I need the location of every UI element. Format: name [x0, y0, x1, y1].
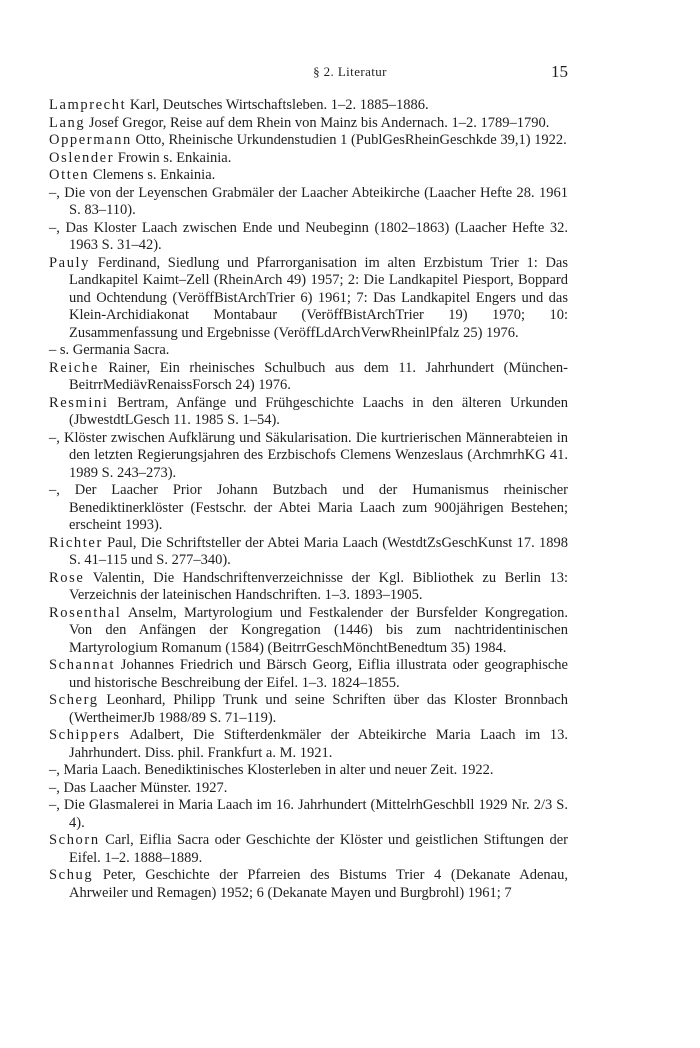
bibliography-entry — [49, 482, 568, 535]
entry-text: –, Das Kloster Laach zwischen Ende und Neubeginn (1802–1863) (Laacher Hefte 32. 1963 S. 31–42). — [49, 219, 568, 253]
bibliography-entry — [49, 535, 568, 570]
entry-author: Schippers — [49, 727, 121, 743]
entry-text: – s. Germania Sacra. — [49, 342, 170, 358]
entry-text: Valentin, Die Handschriftenverzeichnisse der Kgl. Bibliothek zu Berlin 13: Verzeichnis der lateinischen Handschriften. 1–3. 1893–1905. — [69, 569, 568, 603]
bibliography-entry — [49, 150, 568, 168]
entry-text: Paul, Die Schriftsteller der Abtei Maria Laach (WestdtZsGeschKunst 17. 1898 S. 41–115 und S. 277–340). — [69, 534, 568, 568]
entry-author: Richter — [49, 534, 103, 551]
bibliography-entry — [49, 692, 568, 727]
bibliography-entry — [49, 762, 568, 780]
entry-author: Otten — [49, 167, 90, 183]
entry-text: Anselm, Martyrologium und Festkalender der Bursfelder Kongregation. Von den Anfängen der Kongregation (1446) bis zum nachtridentinischen Martyrologium Romanum (1584) (BeitrrGeschMönchtBenedtum 35) 1984. — [69, 604, 568, 656]
bibliography-entry — [49, 797, 568, 832]
bibliography-entry — [49, 605, 568, 658]
bibliography-entry — [49, 360, 568, 395]
entry-author: Scherg — [49, 692, 99, 708]
entry-author: Oslender — [49, 149, 115, 166]
bibliography-entry — [49, 780, 568, 798]
entry-text: –, Maria Laach. Benediktinisches Klosterleben in alter und neuer Zeit. 1922. — [49, 762, 494, 778]
entry-text: Adalbert, Die Stifterdenkmäler der Abteikirche Maria Laach im 13. Jahrhundert. Diss. phil. Frankfurt a. M. 1921. — [69, 727, 568, 761]
entry-text: Clemens s. Enkainia. — [89, 167, 216, 183]
bibliography-entry — [49, 132, 568, 150]
entry-author: Schug — [49, 867, 94, 883]
running-head: § 2. Literatur — [313, 64, 387, 79]
entry-author: Resmini — [49, 394, 109, 411]
bibliography-entry — [49, 220, 568, 255]
bibliography-entry — [49, 185, 568, 220]
bibliography-entry — [49, 97, 568, 115]
page-header — [0, 62, 700, 84]
bibliography-entry — [49, 342, 568, 360]
entry-text: Bertram, Anfänge und Frühgeschichte Laachs in den älteren Urkunden (JbwestdtLGesch 11. 1985 S. 1–54). — [69, 394, 568, 428]
entry-author: Lang — [49, 114, 86, 131]
bibliography-entry — [49, 727, 568, 762]
entry-text: Leonhard, Philipp Trunk und seine Schriften über das Kloster Bronnbach (WertheimerJb 1988/89 S. 71–119). — [69, 692, 568, 726]
entry-author: Reiche — [49, 359, 99, 376]
entry-author: Schannat — [49, 657, 115, 673]
entry-text: Frowin s. Enkainia. — [114, 149, 232, 166]
entry-text: Karl, Deutsches Wirtschaftsleben. 1–2. 1885–1886. — [126, 97, 429, 113]
entry-text: –, Die von der Leyenschen Grabmäler der Laacher Abteikirche (Laacher Hefte 28. 1961 S. 83–110). — [49, 184, 568, 218]
bibliography-entry — [49, 255, 568, 343]
page-number: 15 — [551, 62, 568, 81]
entry-text: –, Der Laacher Prior Johann Butzbach und der Humanismus rheinischer Benediktinerklöster (Festschr. der Abtei Maria Laach zum 900jährigen Bestehen; erscheint 1993). — [49, 482, 568, 533]
bibliography-entry — [49, 657, 568, 692]
bibliography-entry — [49, 115, 568, 133]
entry-text: Carl, Eiflia Sacra oder Geschichte der Klöster und geistlichen Stiftungen der Eifel. 1–2. 1888–1889. — [69, 832, 568, 866]
entry-author: Schorn — [49, 832, 100, 848]
entry-text: Ferdinand, Siedlung und Pfarrorganisation im alten Erzbistum Trier 1: Das Landkapitel Kaimt–Zell (RheinArch 49) 1957; 2: Die Landkapitel Piesport, Boppard und Ochtendung (VeröffBistArchTrier 6) 1961; 7: Das Landkapitel Engers und das Klein-Archidiakonat Montabaur (VeröffBistArchTrier 19) 1970; 10: Zusammenfassung und Ergebnisse (VeröffLdArchVerwRheinlPfalz 25) 1976. — [69, 254, 568, 341]
bibliography-entry — [49, 395, 568, 430]
entry-text: Josef Gregor, Reise auf dem Rhein von Mainz bis Andernach. 1–2. 1789–1790. — [85, 114, 550, 131]
entry-text: Peter, Geschichte der Pfarreien des Bistums Trier 4 (Dekanate Adenau, Ahrweiler und Remagen) 1952; 6 (Dekanate Mayen und Burgbrohl) 1961; 7 — [69, 867, 568, 901]
entry-text: –, Das Laacher Münster. 1927. — [49, 779, 228, 796]
entry-text: –, Die Glasmalerei in Maria Laach im 16. Jahrhundert (MittelrhGeschbll 1929 Nr. 2/3 S. 4). — [49, 797, 568, 831]
bibliography-entry — [49, 832, 568, 867]
bibliography-entry — [49, 430, 568, 483]
entry-author: Oppermann — [49, 132, 132, 148]
entry-text: Rainer, Ein rheinisches Schulbuch aus dem 11. Jahrhundert (München-BeitrrMediävRenaissForsch 24) 1976. — [69, 359, 568, 393]
entry-text: Johannes Friedrich und Bärsch Georg, Eiflia illustrata oder geographische und historische Beschreibung der Eifel. 1–3. 1824–1855. — [69, 657, 568, 691]
entry-author: Lamprecht — [49, 97, 127, 113]
entry-text: Otto, Rheinische Urkundenstudien 1 (PublGesRheinGeschkde 39,1) 1922. — [131, 132, 567, 148]
entry-author: Rosenthal — [49, 604, 122, 621]
bibliography-entry — [49, 570, 568, 605]
bibliography-entry — [49, 867, 568, 902]
bibliography-entry — [49, 167, 568, 185]
entry-author: Pauly — [49, 254, 91, 271]
entry-author: Rose — [49, 569, 85, 586]
entry-text: –, Klöster zwischen Aufklärung und Säkularisation. Die kurtrierischen Männerabteien in den letzten Regierungsjahren des Erzbischofs Clemens Wenzeslaus (ArchmrhKG 41. 1989 S. 243–273). — [49, 429, 568, 481]
bibliography-list — [49, 97, 568, 902]
